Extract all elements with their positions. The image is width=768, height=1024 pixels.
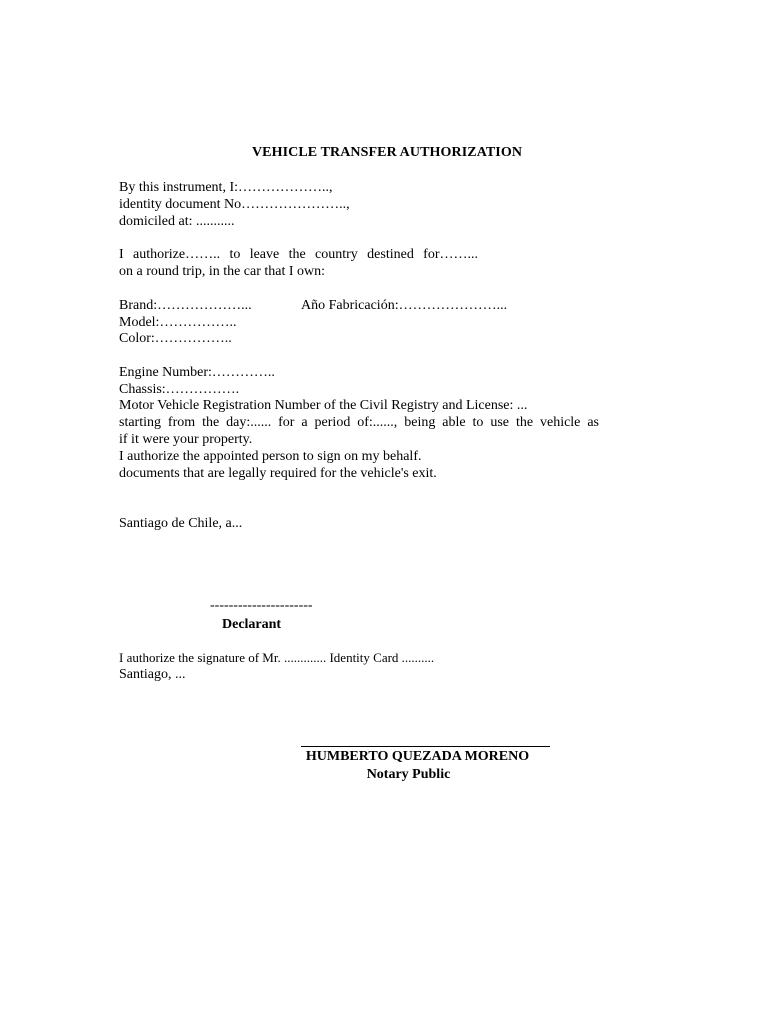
authorize-line-destination: I authorize…….. to leave the country destined for……...: [119, 247, 478, 262]
vehicle-model: Model:……………..: [119, 315, 237, 330]
detail-period: starting from the day:...... for a period of:......, being able to use the vehicle as: [119, 415, 599, 430]
intro-line-name: By this instrument, I:………………..,: [119, 180, 333, 195]
document-title: VEHICLE TRANSFER AUTHORIZATION: [251, 145, 523, 160]
notary-authorization: I authorize the signature of Mr. ............. Identity Card ..........: [119, 650, 435, 665]
detail-registration: Motor Vehicle Registration Number of the Civil Registry and License: ...: [119, 398, 528, 413]
detail-engine-number: Engine Number:…………..: [119, 365, 275, 380]
vehicle-color: Color:……………..: [119, 331, 232, 346]
notary-name: HUMBERTO QUEZADA MORENO: [305, 749, 530, 764]
detail-chassis: Chassis:…………….: [119, 382, 240, 397]
detail-sign-behalf: I authorize the appointed person to sign on my behalf.: [119, 449, 422, 464]
detail-documents: documents that are legally required for the vehicle's exit.: [119, 466, 437, 481]
vehicle-year: Año Fabricación:…………………...: [301, 298, 508, 313]
declarant-signature-line: ----------------------: [210, 598, 313, 613]
authorize-line-round-trip: on a round trip, in the car that I own:: [119, 264, 326, 279]
intro-line-id: identity document No…………………..,: [119, 197, 350, 212]
notary-signature-line: [301, 746, 550, 747]
place-date: Santiago de Chile, a...: [119, 516, 243, 531]
intro-line-domicile: domiciled at: ...........: [119, 214, 235, 229]
notary-place: Santiago, ...: [119, 667, 186, 682]
declarant-label: Declarant: [222, 617, 282, 632]
vehicle-brand: Brand:………………...: [119, 298, 252, 313]
notary-title: Notary Public: [366, 767, 451, 782]
detail-property: if it were your property.: [119, 432, 253, 447]
